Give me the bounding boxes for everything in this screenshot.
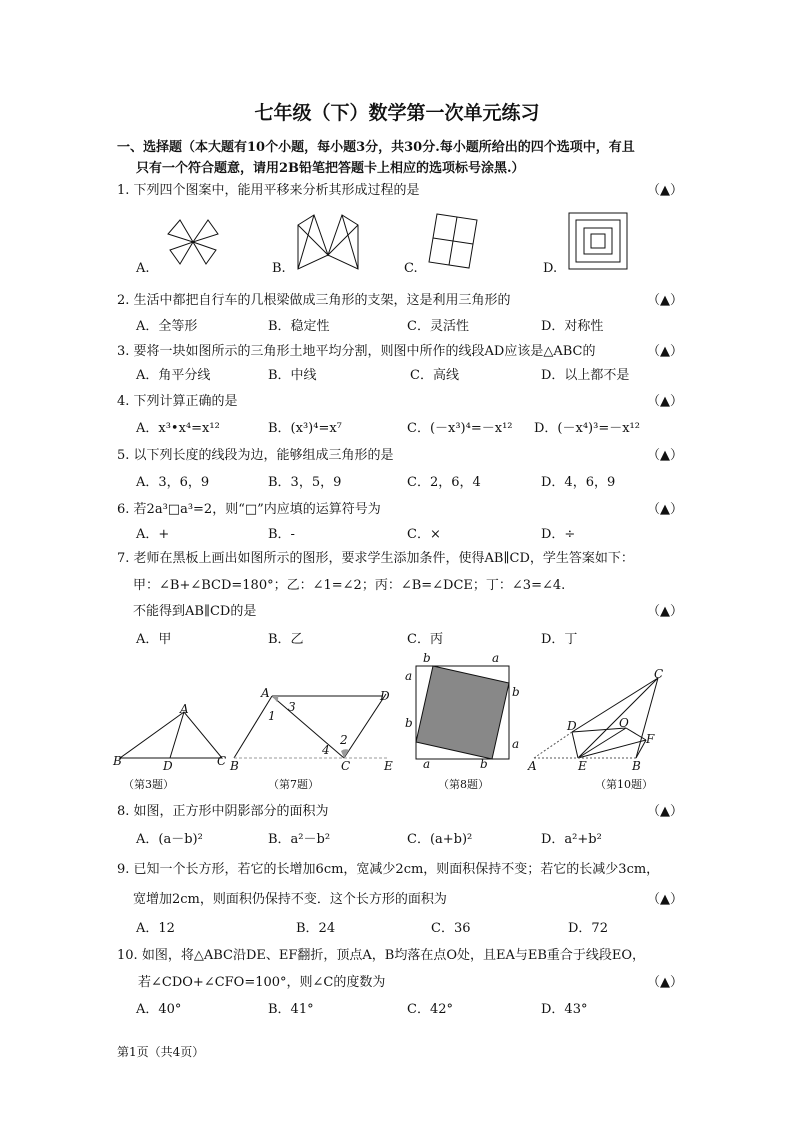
q3-option-b: B．中线 [268,368,317,383]
fig10-label-o: O [619,716,629,730]
section-header-line1: 一、选择题（本大题有10个小题，每小题3分，共30分.每小题所给出的四个选项中，有且 [117,140,635,155]
fig7-label-3: 3 [288,700,296,714]
answer-mark-2: （▲） [647,293,683,308]
q10-option-a: A．40° [136,1002,182,1017]
q1-figure-a [158,212,228,272]
q1-option-c: C. [404,261,418,276]
fig8-label-right-b: b [512,685,520,699]
fig3-caption: （第3题） [123,778,174,791]
fig10-label-f: F [646,732,655,746]
fig7-label-d: D [380,689,390,703]
question-6: 6. 若2a³□a³=2，则“□”内应填的运算符号为 [117,502,381,517]
fig8-label-top-a: a [492,651,500,665]
q3-option-c: C．高线 [410,368,459,383]
question-7-line3: 不能得到AB∥CD的是 [133,604,257,619]
q5-option-a: A．3，6，9 [136,475,210,490]
fig10-label-d: D [567,719,577,733]
question-10-line2: 若∠CDO+∠CFO=100°，则∠C的度数为 [138,975,386,990]
fig7-label-c: C [341,759,351,773]
question-5: 5. 以下列长度的线段为边，能够组成三角形的是 [117,448,394,463]
figure-q8-square [415,665,510,760]
q5-option-d: D．4，6，9 [541,475,616,490]
fig3-label-a: A [180,702,189,716]
q4-option-d: D．(－x⁴)³=－x¹² [534,421,640,436]
fig7-label-a: A [261,686,270,700]
answer-mark-5: （▲） [647,448,683,463]
q9-option-c: C．36 [431,921,471,936]
q2-option-b: B．稳定性 [268,319,330,334]
question-10: 10. 如图，将△ABC沿DE、EF翻折，顶点A，B均落在点O处，且EA与EB重合于线段EO， [117,948,646,963]
q7-option-b: B．乙 [268,632,304,647]
q4-option-c: C．(－x³)⁴=－x¹² [407,421,513,436]
answer-mark-6: （▲） [647,502,683,517]
q5-option-b: B．3，5，9 [268,475,342,490]
q5-option-c: C．2，6，4 [407,475,481,490]
q2-option-d: D．对称性 [541,319,604,334]
q1-option-b: B. [272,261,286,276]
fig8-label-left-a: a [405,669,413,683]
answer-mark-7: （▲） [647,604,683,619]
q7-option-a: A．甲 [136,632,172,647]
q9-option-a: A．12 [136,921,175,936]
section-header-line2: 只有一个符合题意，请用2B铅笔把答题卡上相应的选项标号涂黑.） [136,161,525,176]
fig10-label-c: C [654,667,664,681]
q8-option-a: A．(a－b)² [136,832,203,847]
q10-option-c: C．42° [407,1002,453,1017]
fig8-caption: （第8题） [438,778,489,791]
answer-mark-9: （▲） [647,892,683,907]
q1-figure-d [568,212,628,270]
q10-option-d: D．43° [541,1002,588,1017]
q8-option-d: D．a²+b² [541,832,602,847]
q1-option-a: A. [136,261,150,276]
answer-mark-3: （▲） [647,344,683,359]
answer-mark-4: （▲） [647,394,683,409]
q1-figure-c [427,212,479,270]
fig10-caption: （第10题） [595,778,653,791]
question-1: 1. 下列四个图案中，能用平移来分析其形成过程的是 [117,183,420,198]
q6-option-d: D．÷ [541,527,576,542]
fig7-caption: （第7题） [268,778,319,791]
question-9-line2: 宽增加2cm，则面积仍保持不变．这个长方形的面积为 [133,892,447,907]
q4-option-a: A．x³•x⁴=x¹² [136,421,220,436]
figure-q10-fold [528,668,668,768]
question-9: 9. 已知一个长方形，若它的长增加6cm，宽减少2cm，则面积保持不变；若它的长减少3cm， [117,862,660,877]
answer-mark-8: （▲） [647,804,683,819]
fig8-label-top-b: b [423,651,431,665]
fig3-label-d: D [163,759,173,773]
question-7: 7. 老师在黑板上画出如图所示的图形，要求学生添加条件，使得AB∥CD，学生答案如下： [117,551,634,566]
q6-option-a: A．+ [136,527,170,542]
fig8-label-left-b: b [405,716,413,730]
q3-option-a: A．角平分线 [136,368,211,383]
page-title: 七年级（下）数学第一次单元练习 [254,102,540,124]
q6-option-c: C．× [407,527,441,542]
q8-option-b: B．a²－b² [268,832,331,847]
fig7-label-4: 4 [322,743,330,757]
question-8: 8. 如图，正方形中阴影部分的面积为 [117,804,329,819]
q1-figure-b [296,213,360,269]
page-footer: 第1页（共4页） [117,1045,205,1059]
fig8-label-bottom-b: b [480,757,488,771]
question-7-line2: 甲：∠B+∠BCD=180°；乙：∠1=∠2；丙：∠B=∠DCE；丁：∠3=∠4. [133,578,566,593]
q7-option-d: D．丁 [541,632,578,647]
q8-option-c: C．(a+b)² [407,832,473,847]
q7-option-c: C．丙 [407,632,443,647]
fig7-label-e: E [384,759,393,773]
q9-option-b: B．24 [296,921,336,936]
fig3-label-b: B [113,754,122,768]
fig8-label-bottom-a: a [423,757,431,771]
q1-option-d: D. [543,261,558,276]
fig10-label-a: A [528,759,537,773]
fig7-label-b: B [230,759,239,773]
figure-q7-lines [228,688,398,768]
q3-option-d: D．以上都不是 [541,368,630,383]
q2-option-c: C．灵活性 [407,319,469,334]
fig7-label-1: 1 [268,709,276,723]
question-4: 4. 下列计算正确的是 [117,394,238,409]
q2-option-a: A．全等形 [136,319,198,334]
fig10-label-b: B [632,759,641,773]
question-2: 2. 生活中都把自行车的几根梁做成三角形的支架，这是利用三角形的 [117,293,511,308]
q4-option-b: B．(x³)⁴=x⁷ [268,421,342,436]
answer-mark-10: （▲） [647,975,683,990]
fig8-label-right-a: a [512,737,520,751]
q10-option-b: B．41° [268,1002,314,1017]
q6-option-b: B．- [268,527,295,542]
answer-mark-1: （▲） [647,183,683,198]
fig7-label-2: 2 [340,733,348,747]
q9-option-d: D．72 [568,921,608,936]
fig10-label-e: E [578,759,587,773]
fig3-label-c: C [217,754,227,768]
question-3: 3. 要将一块如图所示的三角形土地平均分割，则图中所作的线段AD应该是△ABC的 [117,344,596,359]
